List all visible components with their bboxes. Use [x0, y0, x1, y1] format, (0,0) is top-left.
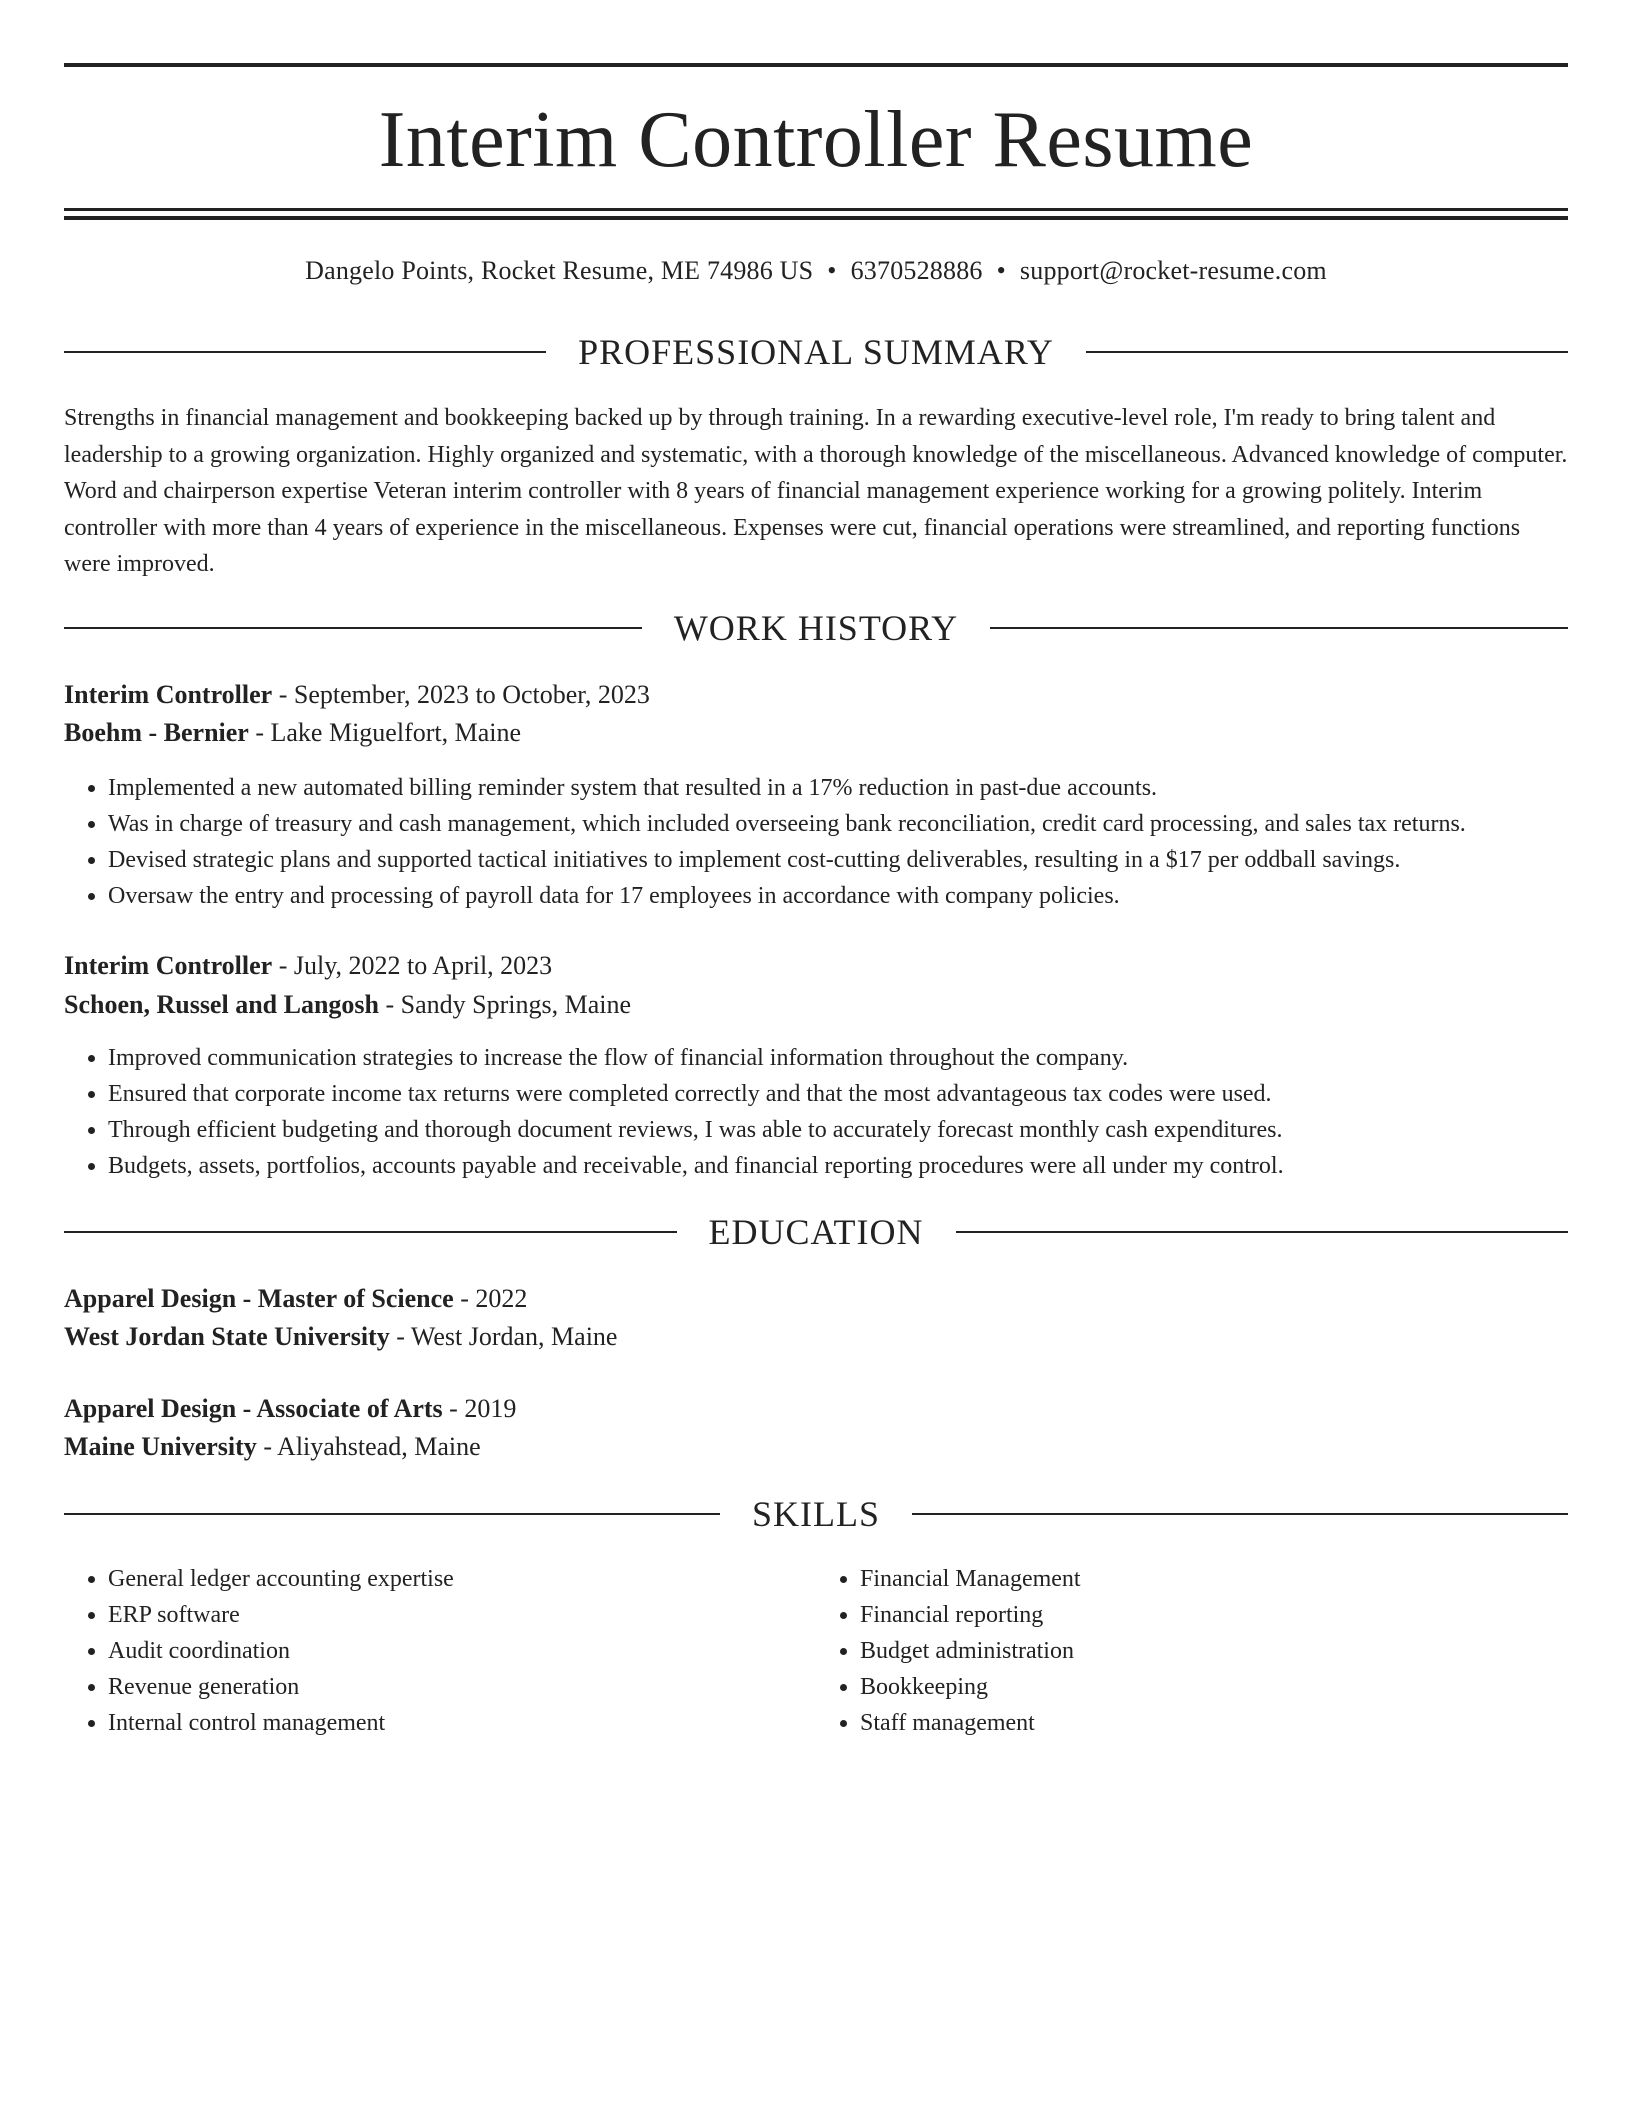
education-degree: Apparel Design - Associate of Arts	[64, 1394, 443, 1423]
education-year: - 2019	[442, 1394, 517, 1423]
contact-address: Dangelo Points, Rocket Resume, ME 74986 US	[305, 256, 814, 285]
skill-item: • Staff management	[860, 1705, 1568, 1741]
skills-list-left	[64, 1561, 816, 1741]
page-title: Interim Controller Resume	[378, 96, 1254, 184]
divider	[64, 1513, 720, 1515]
title-double-rule	[64, 208, 1568, 220]
divider	[990, 627, 1568, 629]
contact-line	[64, 254, 1568, 288]
job-bullets	[64, 1040, 1568, 1184]
list-item: • Ensured that corporate income tax returns were completed correctly and that the most advantageous tax codes were used.	[108, 1076, 1568, 1112]
section-title-work: WORK HISTORY	[673, 608, 959, 648]
job-dates: - September, 2023 to October, 2023	[272, 680, 650, 709]
job-company-line	[64, 715, 1568, 751]
skills-columns	[64, 1561, 1568, 1741]
divider	[912, 1513, 1568, 1515]
job-title: Interim Controller	[64, 680, 273, 709]
education-school-line	[64, 1429, 1568, 1465]
section-title-summary: PROFESSIONAL SUMMARY	[578, 332, 1054, 372]
skill-item: • Financial Management	[860, 1561, 1568, 1597]
contact-separator: •	[827, 256, 837, 285]
contact-email: support@rocket-resume.com	[1019, 256, 1327, 285]
education-location: - Aliyahstead, Maine	[256, 1432, 481, 1461]
contact-phone: 6370528886	[850, 256, 983, 285]
skill-item: • Financial reporting	[860, 1597, 1568, 1633]
skill-item: • Budget administration	[860, 1633, 1568, 1669]
skill-item: • ERP software	[108, 1597, 816, 1633]
top-rule	[64, 63, 1568, 67]
section-header-work	[64, 606, 1568, 650]
section-header-education	[64, 1210, 1568, 1254]
education-location: - West Jordan, Maine	[389, 1322, 618, 1351]
list-item: • Budgets, assets, portfolios, accounts payable and receivable, and financial reporting procedures were all under my control.	[108, 1148, 1568, 1184]
job-company-line	[64, 987, 1568, 1023]
divider	[1086, 351, 1568, 353]
divider	[64, 351, 546, 353]
summary-paragraph: Strengths in financial management and bookkeeping backed up by through training. In a rewarding executive-level role, I'm ready to bring talent and leadership to a growing organization. Highly organized and systematic, with a thorough knowledge of the miscellaneous. Advanced knowledge of computer. Word and chairperson expertise Veteran interim controller with 8 years of financial management experience working for a growing politely. Interim controller with more than 4 years of experience in the miscellaneous. Expenses were cut, financial operations were streamlined, and reporting functions were improved.	[64, 405, 1568, 577]
job-title: Interim Controller	[64, 951, 273, 980]
section-header-summary	[64, 330, 1568, 374]
divider	[64, 627, 642, 629]
skill-item: • Bookkeeping	[860, 1669, 1568, 1705]
list-item: • Was in charge of treasury and cash management, which included overseeing bank reconciliation, credit card processing, and sales tax returns.	[108, 806, 1568, 842]
skill-item: • Internal control management	[108, 1705, 816, 1741]
education-degree-line	[64, 1391, 1568, 1427]
section-title-education: EDUCATION	[708, 1212, 924, 1252]
skill-item: • General ledger accounting expertise	[108, 1561, 816, 1597]
section-title-skills: SKILLS	[752, 1494, 881, 1534]
list-item: • Devised strategic plans and supported tactical initiatives to implement cost-cutting deliverables, resulting in a $17 per oddball savings.	[108, 842, 1568, 878]
job-company: Schoen, Russel and Langosh	[64, 990, 379, 1019]
job-title-line	[64, 948, 1568, 984]
divider	[64, 1231, 677, 1233]
job-bullets	[64, 770, 1568, 914]
education-school: Maine University	[64, 1432, 257, 1461]
job-location: - Lake Miguelfort, Maine	[248, 718, 522, 747]
education-degree-line	[64, 1281, 1568, 1317]
list-item: • Implemented a new automated billing reminder system that resulted in a 17% reduction in past-due accounts.	[108, 770, 1568, 806]
job-title-line	[64, 677, 1568, 713]
list-item: • Oversaw the entry and processing of payroll data for 17 employees in accordance with company policies.	[108, 878, 1568, 914]
education-year: - 2022	[453, 1284, 528, 1313]
education-school-line	[64, 1319, 1568, 1355]
divider	[956, 1231, 1569, 1233]
job-dates: - July, 2022 to April, 2023	[272, 951, 553, 980]
contact-separator: •	[996, 256, 1006, 285]
skill-item: • Audit coordination	[108, 1633, 816, 1669]
education-school: West Jordan State University	[64, 1322, 390, 1351]
job-company: Boehm - Bernier	[64, 718, 249, 747]
list-item: • Through efficient budgeting and thorough document reviews, I was able to accurately forecast monthly cash expenditures.	[108, 1112, 1568, 1148]
skills-list-right	[816, 1561, 1568, 1741]
skill-item: • Revenue generation	[108, 1669, 816, 1705]
section-header-skills	[64, 1492, 1568, 1536]
education-degree: Apparel Design - Master of Science	[64, 1284, 454, 1313]
list-item: • Improved communication strategies to increase the flow of financial information throughout the company.	[108, 1040, 1568, 1076]
job-location: - Sandy Springs, Maine	[379, 990, 632, 1019]
